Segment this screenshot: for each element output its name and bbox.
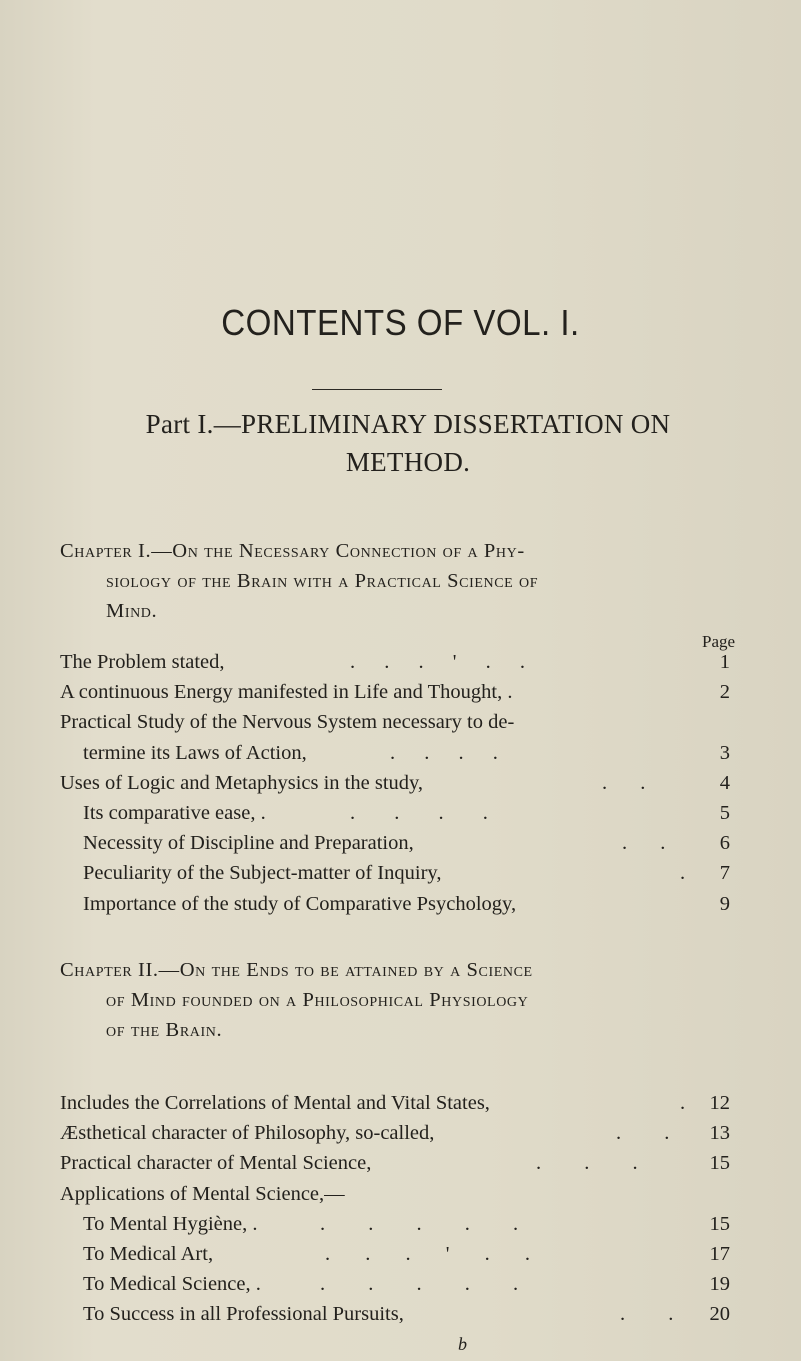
toc-entry (60, 1148, 730, 1178)
chapter1-heading-line1: Chapter I.—On the Necessary Connection of a Phy- (60, 540, 525, 562)
toc-entry-leader: . . . . . (320, 1273, 519, 1296)
chapter2-entries (60, 1088, 730, 1330)
toc-entry-text: The Problem stated, (60, 651, 225, 673)
toc-entry-page: 19 (709, 1273, 730, 1296)
toc-entry-leader: . . . (536, 1152, 638, 1175)
toc-entry-text: To Mental Hygiène, . (83, 1212, 258, 1235)
toc-entry-leader: . . (616, 1122, 670, 1145)
toc-entry-text: Its comparative ease, . (83, 801, 266, 824)
toc-entry (60, 1209, 730, 1239)
toc-entry-page: 6 (719, 832, 730, 855)
toc-entry-page: 3 (719, 741, 730, 764)
toc-entry-text: Practical character of Mental Science, (60, 1152, 372, 1175)
toc-entry-text: Peculiarity of the Subject-matter of Inquiry, (83, 862, 442, 885)
toc-entry (60, 1299, 730, 1329)
toc-entry (60, 707, 730, 737)
toc-entry-page: 7 (719, 862, 730, 885)
toc-entry-page: 13 (709, 1122, 730, 1145)
toc-entry-text: To Medical Science, . (83, 1273, 261, 1296)
toc-entry-page: 20 (709, 1303, 730, 1326)
toc-entry-text: Uses of Logic and Metaphysics in the study, (60, 771, 424, 794)
page-title: CONTENTS OF VOL. I. (221, 302, 580, 343)
signature-mark: b (458, 1334, 467, 1354)
toc-entry-text: Applications of Mental Science,— (60, 1182, 345, 1205)
toc-entry-leader: . . . . (390, 741, 498, 764)
toc-entry-leader: . . (620, 1303, 674, 1326)
toc-entry-leader: . . (622, 832, 666, 855)
toc-entry-leader: . . . . (350, 801, 488, 824)
toc-entry-text: termine its Laws of Action, (83, 741, 307, 764)
page-column-label: Page (702, 632, 736, 651)
toc-entry (60, 768, 730, 798)
toc-entry-leader: . . . ' . . (325, 1242, 530, 1265)
chapter1-heading-line3: Mind. (106, 600, 158, 622)
toc-entry-page: 15 (709, 1212, 730, 1235)
chapter1-entries (60, 647, 730, 919)
toc-entry (60, 677, 730, 707)
toc-entry-leader: . (680, 1092, 686, 1114)
toc-entry (60, 1179, 730, 1209)
toc-entry-text: To Medical Art, (83, 1242, 214, 1265)
toc-entry-text: Practical Study of the Nervous System necessary to de- (60, 711, 515, 734)
toc-entry (60, 1269, 730, 1299)
toc-entry-page: 17 (709, 1242, 730, 1265)
chapter2-heading-line3: of the Brain. (106, 1019, 223, 1041)
toc-entry (60, 1088, 730, 1118)
chapter2-heading-line2: of Mind founded on a Philosophical Physiology (106, 989, 529, 1011)
toc-entry-page: 5 (719, 801, 730, 824)
title-divider (312, 389, 442, 390)
toc-entry-text: Importance of the study of Comparative Psychology, (83, 892, 517, 915)
toc-entry-text: Æsthetical character of Philosophy, so-called, (60, 1122, 435, 1145)
chapter2-heading (60, 955, 700, 1045)
part-heading (88, 405, 728, 481)
toc-entry-text: Necessity of Discipline and Preparation, (83, 832, 414, 855)
chapter2-heading-line1: Chapter II.—On the Ends to be attained by a Science (60, 959, 533, 981)
toc-entry (60, 1118, 730, 1148)
toc-entry (60, 858, 730, 888)
toc-entry-page: 12 (709, 1092, 730, 1114)
toc-entry-text: To Success in all Professional Pursuits, (83, 1303, 404, 1326)
toc-entry-page: 9 (719, 892, 730, 915)
toc-entry (60, 1239, 730, 1269)
toc-entry (60, 828, 730, 858)
toc-entry-leader: . . . . . (320, 1212, 519, 1235)
toc-entry-leader: . (680, 862, 686, 885)
part-heading-line1: Part I.—PRELIMINARY DISSERTATION ON (145, 409, 671, 439)
toc-entry (60, 647, 730, 677)
toc-entry-leader: . . . ' . . (350, 651, 525, 673)
toc-entry-text: Includes the Correlations of Mental and Vital States, (60, 1092, 490, 1114)
toc-entry-text: A continuous Energy manifested in Life and Thought, . (60, 681, 513, 704)
toc-entry (60, 798, 730, 828)
toc-entry-page: 4 (719, 771, 730, 794)
toc-entry (60, 889, 730, 919)
part-heading-line2: METHOD. (345, 447, 471, 477)
chapter1-heading-line2: siology of the Brain with a Practical Science of (106, 570, 539, 592)
chapter1-heading (60, 536, 700, 626)
toc-entry (60, 738, 730, 768)
toc-entry-page: 15 (709, 1152, 730, 1175)
toc-entry-page: 1 (719, 651, 730, 673)
toc-entry-page: 2 (719, 681, 730, 704)
toc-entry-leader: . . (602, 771, 646, 794)
